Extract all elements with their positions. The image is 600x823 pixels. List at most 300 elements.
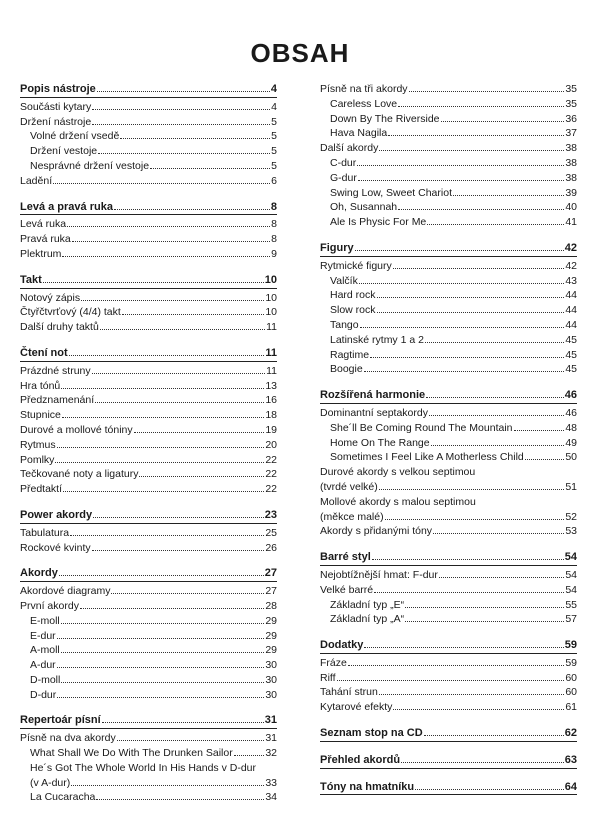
- toc-entry[interactable]: [320, 126, 577, 141]
- dot-leader: [92, 373, 265, 374]
- dot-leader: [426, 397, 564, 398]
- toc-entry-title: Hard rock: [330, 289, 376, 302]
- toc-entry-title: Ladění: [20, 174, 53, 187]
- toc-page-number: 60: [565, 686, 577, 699]
- dot-leader: [139, 476, 264, 477]
- toc-entry-title: Čtení not: [20, 346, 68, 359]
- toc-entry[interactable]: [20, 129, 277, 144]
- dot-leader: [62, 256, 270, 257]
- toc-page-number: 32: [265, 747, 277, 760]
- toc-section-heading: [20, 273, 277, 289]
- dot-leader: [377, 312, 565, 313]
- toc-page-number: 5: [271, 115, 277, 128]
- toc-entry[interactable]: [320, 700, 577, 715]
- toc-page-number: 35: [565, 83, 577, 95]
- toc-page-number: 36: [565, 112, 577, 125]
- dot-leader: [92, 550, 265, 551]
- toc-entry-title: La Cucaracha: [30, 791, 96, 804]
- toc-entry[interactable]: [320, 480, 577, 495]
- toc-page-number: 29: [265, 644, 277, 657]
- dot-leader: [117, 740, 265, 741]
- toc-heading-row[interactable]: [320, 638, 577, 653]
- dot-leader: [431, 445, 565, 446]
- toc-page-number: 29: [265, 629, 277, 642]
- dot-leader: [134, 432, 265, 433]
- toc-page-number: 33: [265, 776, 277, 789]
- toc-page-number: 28: [265, 599, 277, 612]
- toc-entry-title: Ale Is Physic For Me: [330, 216, 427, 229]
- toc-entry-title: Volné držení vsedě: [30, 130, 120, 143]
- toc-section: [320, 388, 577, 539]
- dot-leader: [97, 91, 270, 92]
- toc-entry[interactable]: [20, 174, 277, 189]
- toc-entry[interactable]: [320, 583, 577, 598]
- toc-page-number: 30: [265, 688, 277, 701]
- toc-entry[interactable]: [20, 526, 277, 541]
- toc-entry-title: She´ll Be Coming Round The Mountain: [330, 421, 513, 434]
- toc-entry[interactable]: [320, 421, 577, 436]
- toc-page-number: 6: [271, 174, 277, 187]
- toc-page-number: 26: [265, 541, 277, 554]
- toc-entry-title: Valčík: [330, 274, 358, 287]
- dot-leader: [405, 621, 564, 622]
- toc-entry[interactable]: [20, 790, 277, 805]
- toc-page-number: 4: [271, 100, 277, 113]
- toc-page-number: 63: [564, 753, 577, 766]
- dot-leader: [405, 607, 564, 608]
- toc-entry[interactable]: [320, 288, 577, 303]
- toc-section: [20, 82, 277, 189]
- toc-entry[interactable]: [20, 643, 277, 658]
- toc-page-number: 35: [565, 97, 577, 110]
- dot-leader: [379, 150, 564, 151]
- dot-leader: [374, 592, 564, 593]
- toc-entry[interactable]: [20, 393, 277, 408]
- toc-entry-title: Základní typ „E“: [330, 598, 405, 611]
- dot-leader: [370, 357, 564, 358]
- dot-leader: [95, 402, 264, 403]
- toc-entry-title: Držení nástroje: [20, 115, 92, 128]
- dot-leader: [111, 593, 264, 594]
- toc-page-number: 31: [264, 714, 277, 727]
- toc-entry[interactable]: [20, 305, 277, 320]
- toc-page-number: 19: [265, 423, 277, 436]
- toc-entry-title: Dodatky: [320, 639, 364, 652]
- toc-entry-title: Durové akordy s velkou septimou: [320, 466, 476, 479]
- toc-entry[interactable]: [320, 598, 577, 613]
- toc-page-number: 62: [564, 727, 577, 740]
- toc-entry-title: Rytmus: [20, 438, 56, 451]
- toc-section-heading: [20, 200, 277, 216]
- toc-entry[interactable]: [320, 348, 577, 363]
- toc-entry-title: Home On The Range: [330, 436, 430, 449]
- toc-heading-row[interactable]: [320, 388, 577, 403]
- toc-entry[interactable]: [320, 333, 577, 348]
- toc-entry[interactable]: [320, 656, 577, 671]
- toc-page-number: 11: [266, 364, 277, 377]
- dot-leader: [93, 517, 264, 518]
- toc-entry[interactable]: [20, 438, 277, 453]
- toc-heading-row[interactable]: [320, 241, 577, 256]
- toc-section-heading: [20, 346, 277, 362]
- toc-heading-row[interactable]: [320, 753, 577, 768]
- toc-entry[interactable]: [20, 482, 277, 497]
- toc-page-number: 25: [265, 526, 277, 539]
- toc-entry-title: Prázdné struny: [20, 364, 91, 377]
- toc-entry[interactable]: [20, 776, 277, 791]
- dot-leader: [360, 327, 565, 328]
- toc-entry-title: Pravá ruka: [20, 233, 71, 246]
- toc-entry[interactable]: [320, 112, 577, 127]
- toc-section: [320, 753, 577, 769]
- toc-page-number: 18: [265, 409, 277, 422]
- toc-page-number: 30: [265, 673, 277, 686]
- toc-entry[interactable]: [20, 467, 277, 482]
- dot-leader: [385, 519, 565, 520]
- toc-section: [320, 82, 577, 230]
- toc-entry-title: Figury: [320, 241, 354, 254]
- dot-leader: [71, 785, 264, 786]
- toc-entry-title: A-dur: [30, 659, 56, 672]
- toc-entry[interactable]: [20, 408, 277, 423]
- dot-leader: [359, 283, 564, 284]
- toc-page-number: 54: [565, 568, 577, 581]
- toc-entry-title: Základní typ „A“: [330, 613, 405, 626]
- toc-entry-title: Nesprávné držení vestoje: [30, 159, 150, 172]
- toc-page-number: 55: [565, 598, 577, 611]
- toc-entry[interactable]: [20, 731, 277, 746]
- toc-section: [20, 508, 277, 555]
- dot-leader: [96, 799, 264, 800]
- dot-leader: [348, 665, 564, 666]
- dot-leader: [53, 183, 270, 184]
- toc-entry[interactable]: [20, 159, 277, 174]
- toc-entry-title: Hava Nagila: [330, 127, 388, 140]
- toc-entry[interactable]: [320, 685, 577, 700]
- toc-left-column: [20, 82, 277, 816]
- toc-entry-title: Rockové kvinty: [20, 541, 91, 554]
- toc-page-number: 20: [265, 438, 277, 451]
- toc-entry[interactable]: [20, 688, 277, 703]
- toc-section: [320, 638, 577, 715]
- toc-entry-title: Přehled akordů: [320, 753, 401, 766]
- toc-entry-title: Akordové diagramy: [20, 585, 111, 598]
- dot-leader: [43, 282, 264, 283]
- dot-leader: [150, 168, 270, 169]
- toc-entry[interactable]: [320, 524, 577, 539]
- toc-page-number: 53: [565, 525, 577, 538]
- dot-leader: [98, 153, 270, 154]
- toc-page-number: 10: [265, 306, 277, 319]
- toc-page-number: 43: [565, 274, 577, 287]
- toc-entry[interactable]: [20, 100, 277, 115]
- toc-entry-title: Tabulatura: [20, 526, 70, 539]
- dot-leader: [102, 722, 264, 723]
- toc-section: [320, 780, 577, 796]
- toc-entry[interactable]: [320, 303, 577, 318]
- toc-entry[interactable]: [20, 115, 277, 130]
- dot-leader: [357, 165, 564, 166]
- toc-section: [320, 726, 577, 742]
- toc-page-number: 44: [565, 289, 577, 302]
- dot-leader: [379, 694, 565, 695]
- dot-leader: [425, 342, 564, 343]
- toc-section-heading: [320, 241, 577, 257]
- toc-page-number: 44: [565, 304, 577, 317]
- toc-entry-title: Tóny na hmatníku: [320, 780, 415, 793]
- dot-leader: [67, 226, 270, 227]
- toc-entry[interactable]: [20, 658, 277, 673]
- toc-entry-title: Nejobtížnější hmat: F-dur: [320, 568, 438, 581]
- toc-entry-title: Swing Low, Sweet Chariot: [330, 186, 452, 199]
- toc-entry[interactable]: [320, 274, 577, 289]
- toc-entry[interactable]: [320, 215, 577, 230]
- toc-entry[interactable]: [20, 364, 277, 379]
- toc-heading-row[interactable]: [20, 200, 277, 215]
- dot-leader: [100, 329, 265, 330]
- toc-entry[interactable]: [20, 673, 277, 688]
- toc-heading-row[interactable]: [20, 82, 277, 97]
- toc-entry-title: Čtyřčtvrťový (4/4) takt: [20, 306, 121, 319]
- dot-leader: [377, 297, 565, 298]
- toc-entry-title: Velké barré: [320, 583, 374, 596]
- toc-page-number: 22: [265, 453, 277, 466]
- toc-right-column: [320, 82, 577, 806]
- toc-page-number: 61: [565, 701, 577, 714]
- toc-entry-title: A-moll: [30, 644, 60, 657]
- toc-entry[interactable]: [20, 423, 277, 438]
- toc-entry[interactable]: [320, 568, 577, 583]
- toc-page-number: 59: [564, 639, 577, 652]
- dot-leader: [415, 789, 564, 790]
- toc-page-number: 30: [265, 659, 277, 672]
- toc-entry[interactable]: [320, 465, 577, 480]
- toc-entry[interactable]: [320, 671, 577, 686]
- dot-leader: [429, 415, 564, 416]
- toc-page-number: 38: [565, 142, 577, 155]
- toc-entry-title: Předtaktí: [20, 483, 63, 496]
- toc-section-heading: [20, 508, 277, 524]
- dot-leader: [61, 682, 264, 683]
- toc-entry[interactable]: [20, 379, 277, 394]
- toc-page-number: 51: [565, 480, 577, 493]
- toc-entry-title: Seznam stop na CD: [320, 727, 423, 740]
- dot-leader: [61, 623, 265, 624]
- toc-entry[interactable]: [20, 320, 277, 335]
- toc-section: [320, 550, 577, 627]
- toc-entry-title: Power akordy: [20, 508, 93, 521]
- toc-entry-title: (tvrdé velké): [320, 480, 378, 493]
- toc-heading-row[interactable]: [20, 566, 277, 581]
- toc-entry-title: Dominantní septakordy: [320, 406, 428, 419]
- toc-entry-title: E-moll: [30, 614, 60, 627]
- toc-page-number: 34: [265, 791, 277, 804]
- toc-heading-row[interactable]: [20, 273, 277, 288]
- dot-leader: [55, 462, 264, 463]
- toc-heading-row[interactable]: [320, 550, 577, 565]
- toc-page-number: 44: [565, 318, 577, 331]
- toc-page-number: 27: [264, 567, 277, 580]
- toc-page-number: 45: [565, 348, 577, 361]
- dot-leader: [427, 224, 564, 225]
- toc-entry-title: Takt: [20, 273, 42, 286]
- toc-entry[interactable]: [320, 450, 577, 465]
- toc-section-heading: [20, 713, 277, 729]
- toc-page-number: 40: [565, 201, 577, 214]
- toc-page-number: 38: [565, 156, 577, 169]
- dot-leader: [122, 314, 265, 315]
- toc-page-number: 23: [264, 508, 277, 521]
- toc-entry-title: Riff: [320, 671, 336, 684]
- toc-entry[interactable]: [320, 186, 577, 201]
- toc-page-number: 8: [270, 200, 277, 213]
- toc-page-number: 11: [265, 346, 277, 359]
- toc-entry-title: Boogie: [330, 363, 363, 376]
- toc-entry-title: Písně na tři akordy: [320, 83, 408, 95]
- toc-entry[interactable]: [320, 259, 577, 274]
- toc-entry[interactable]: [320, 362, 577, 377]
- toc-entry[interactable]: [320, 97, 577, 112]
- toc-heading-row[interactable]: [320, 726, 577, 741]
- dot-leader: [61, 652, 265, 653]
- toc-page-number: 48: [565, 421, 577, 434]
- toc-page-number: 9: [271, 247, 277, 260]
- toc-entry-title: Hra tónů: [20, 379, 61, 392]
- toc-entry[interactable]: [320, 406, 577, 421]
- toc-page-number: 41: [565, 216, 577, 229]
- toc-entry-title: Předznamenání: [20, 394, 95, 407]
- toc-entry-title: Notový zápis: [20, 291, 81, 304]
- toc-page-number: 10: [265, 291, 277, 304]
- toc-entry[interactable]: [320, 82, 577, 97]
- dot-leader: [81, 300, 264, 301]
- toc-entry[interactable]: [20, 746, 277, 761]
- toc-entry[interactable]: [20, 247, 277, 262]
- toc-section-heading: [320, 638, 577, 654]
- toc-section-heading: [320, 753, 577, 769]
- dot-leader: [525, 459, 565, 460]
- toc-page-number: 8: [271, 233, 277, 246]
- toc-entry[interactable]: [20, 453, 277, 468]
- toc-entry[interactable]: [20, 541, 277, 556]
- dot-leader: [234, 755, 265, 756]
- toc-page-number: 10: [264, 273, 277, 286]
- toc-entry-title: C-dur: [330, 156, 357, 169]
- toc-page-number: 37: [565, 127, 577, 140]
- toc-page-number: 8: [271, 218, 277, 231]
- toc-entry-title: D-moll: [30, 673, 61, 686]
- toc-entry[interactable]: [320, 495, 577, 510]
- toc-entry[interactable]: [320, 318, 577, 333]
- toc-entry[interactable]: [320, 156, 577, 171]
- toc-page-number: 22: [265, 468, 277, 481]
- dot-leader: [398, 106, 564, 107]
- dot-leader: [433, 533, 564, 534]
- toc-section: [20, 566, 277, 702]
- toc-entry-title: What Shall We Do With The Drunken Sailor: [30, 747, 233, 760]
- dot-leader: [61, 388, 264, 389]
- dot-leader: [120, 138, 270, 139]
- dot-leader: [393, 268, 565, 269]
- toc-entry-title: Akordy: [20, 567, 58, 580]
- dot-leader: [337, 680, 565, 681]
- toc-heading-row[interactable]: [20, 346, 277, 361]
- toc-entry-title: Fráze: [320, 656, 347, 669]
- toc-entry[interactable]: [320, 436, 577, 451]
- toc-entry[interactable]: [20, 217, 277, 232]
- toc-entry[interactable]: [320, 200, 577, 215]
- toc-page-number: 45: [565, 363, 577, 376]
- toc-entry-title: Mollové akordy s malou septimou: [320, 495, 476, 508]
- toc-entry-title: Slow rock: [330, 304, 376, 317]
- dot-leader: [57, 447, 265, 448]
- toc-heading-row[interactable]: [320, 780, 577, 795]
- toc-entry[interactable]: [320, 510, 577, 525]
- toc-entry[interactable]: [20, 232, 277, 247]
- toc-section-heading: [320, 550, 577, 566]
- toc-section-heading: [320, 780, 577, 796]
- toc-page-number: 50: [565, 451, 577, 464]
- toc-entry-title: D-dur: [30, 688, 57, 701]
- toc-page-number: 22: [265, 483, 277, 496]
- toc-entry[interactable]: [20, 629, 277, 644]
- dot-leader: [409, 91, 565, 92]
- toc-entry[interactable]: [20, 291, 277, 306]
- toc-entry[interactable]: [320, 141, 577, 156]
- toc-entry[interactable]: [320, 171, 577, 186]
- toc-entry[interactable]: [320, 612, 577, 627]
- dot-leader: [57, 638, 265, 639]
- dot-leader: [379, 489, 565, 490]
- toc-page-number: 42: [565, 259, 577, 272]
- toc-entry-title: Down By The Riverside: [330, 112, 440, 125]
- toc-page-number: 5: [271, 145, 277, 158]
- toc-entry[interactable]: [20, 761, 277, 776]
- toc-entry-title: Držení vestoje: [30, 145, 98, 158]
- dot-leader: [62, 417, 264, 418]
- toc-page-number: 5: [271, 130, 277, 143]
- toc-page-number: 49: [565, 436, 577, 449]
- toc-heading-row[interactable]: [20, 713, 277, 728]
- dot-leader: [92, 109, 270, 110]
- dot-leader: [398, 209, 564, 210]
- dot-leader: [388, 135, 564, 136]
- dot-leader: [92, 124, 270, 125]
- dot-leader: [114, 209, 270, 210]
- toc-page-number: 38: [565, 171, 577, 184]
- toc-entry-title: E-dur: [30, 629, 56, 642]
- toc-heading-row[interactable]: [20, 508, 277, 523]
- toc-page-number: 59: [565, 656, 577, 669]
- toc-entry-title: Tečkované noty a ligatury: [20, 468, 139, 481]
- toc-entry-title: Akordy s přidanými tóny: [320, 525, 433, 538]
- toc-entry[interactable]: [20, 599, 277, 614]
- toc-section-heading: [20, 82, 277, 98]
- toc-entry-title: He´s Got The Whole World In His Hands v D-dur: [30, 761, 257, 774]
- toc-page-number: 11: [266, 321, 277, 334]
- toc-page-number: 39: [565, 186, 577, 199]
- toc-entry[interactable]: [20, 614, 277, 629]
- dot-leader: [63, 491, 264, 492]
- toc-entry[interactable]: [20, 144, 277, 159]
- toc-entry-title: Písně na dva akordy: [20, 732, 116, 745]
- toc-entry-title: Tahání strun: [320, 686, 378, 699]
- toc-entry[interactable]: [20, 584, 277, 599]
- dot-leader: [57, 667, 265, 668]
- toc-entry-title: (v A-dur): [30, 776, 71, 789]
- toc-entry-title: Levá a pravá ruka: [20, 200, 113, 213]
- toc-entry-title: Oh, Susannah: [330, 201, 398, 214]
